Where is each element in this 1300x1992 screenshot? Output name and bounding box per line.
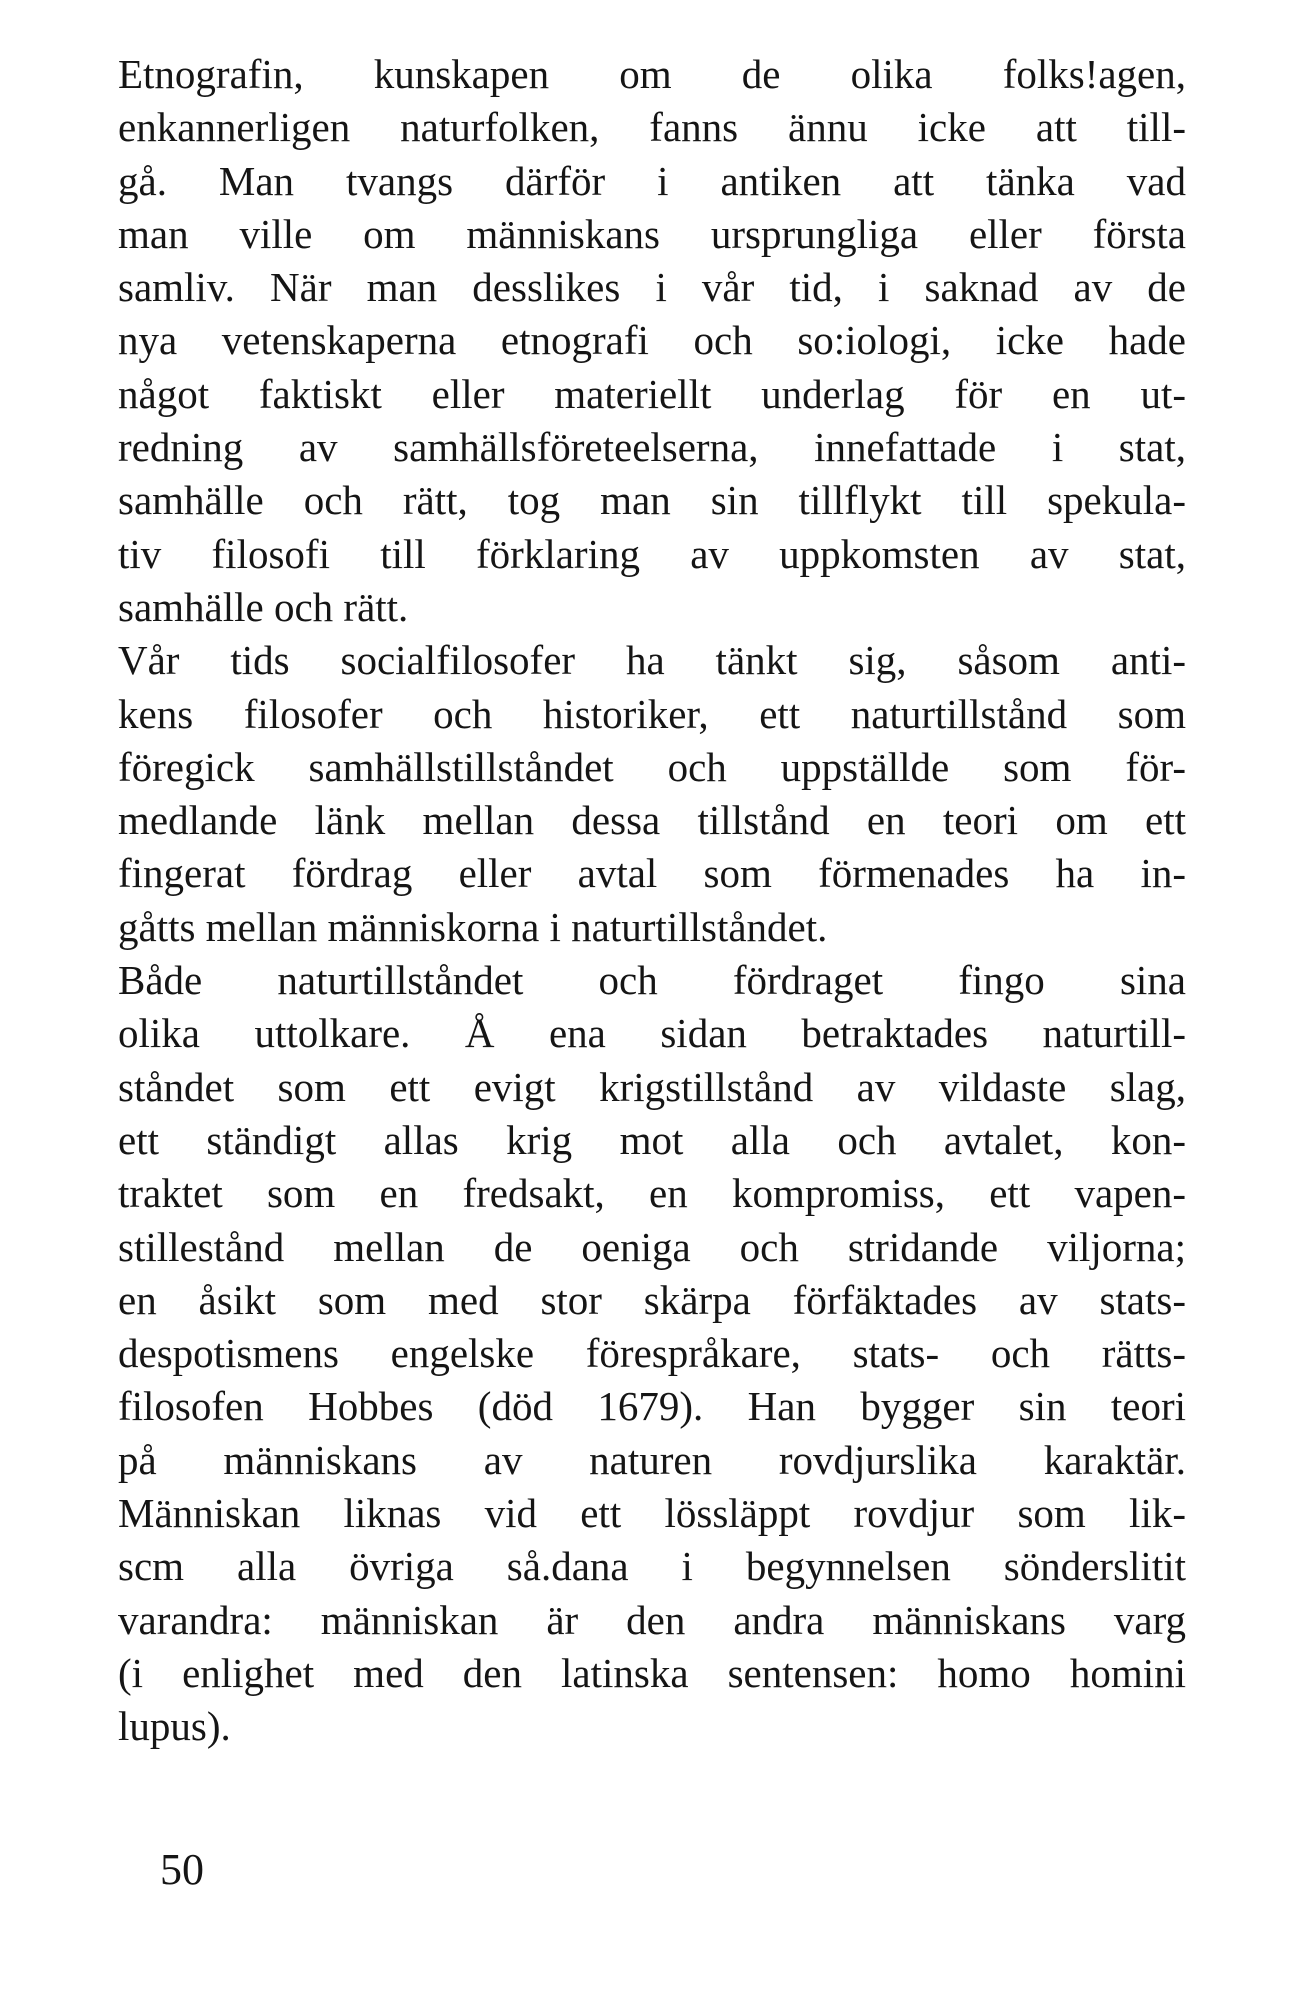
text-line: samhälle och rätt. bbox=[118, 583, 409, 630]
text-line: en åsikt som med stor skärpa förfäktades av stats- bbox=[118, 1276, 1186, 1323]
text-line: stillestånd mellan de oeniga och stridande viljorna; bbox=[118, 1223, 1186, 1270]
page-number: 50 bbox=[160, 1845, 204, 1894]
text-line: samliv. När man desslikes i vår tid, i saknad av de bbox=[118, 264, 1186, 311]
paragraph bbox=[118, 634, 1186, 954]
text-line: man ville om människans ursprungliga eller första bbox=[118, 210, 1186, 257]
text-block bbox=[118, 48, 1186, 1754]
text-line: gå. Man tvangs därför i antiken att tänka vad bbox=[118, 157, 1186, 204]
text-line: föregick samhällstillståndet och uppställde som för- bbox=[118, 743, 1186, 790]
text-line: Etnografin, kunskapen om de olika folks!agen, bbox=[118, 51, 1186, 97]
text-line: ett ständigt allas krig mot alla och avtalet, kon- bbox=[118, 1116, 1186, 1163]
text-line: medlande länk mellan dessa tillstånd en teori om ett bbox=[118, 797, 1186, 844]
text-line: samhälle och rätt, tog man sin tillflykt till spekula- bbox=[118, 477, 1186, 524]
text-line: despotismens engelske förespråkare, stats- och rätts- bbox=[118, 1330, 1186, 1377]
text-line: olika uttolkare. Å ena sidan betraktades naturtill- bbox=[118, 1010, 1186, 1057]
text-line: ståndet som ett evigt krigstillstånd av vildaste slag, bbox=[118, 1063, 1186, 1110]
text-line: scm alla övriga så.dana i begynnelsen sönderslitit bbox=[118, 1543, 1186, 1590]
text-line: nya vetenskaperna etnografi och so:iologi, icke hade bbox=[118, 317, 1186, 364]
text-line: något faktiskt eller materiellt underlag för en ut- bbox=[118, 370, 1186, 417]
text-line: (i enlighet med den latinska sentensen: homo homini bbox=[118, 1649, 1186, 1696]
page-body bbox=[118, 48, 1186, 1754]
text-line: enkannerligen naturfolken, fanns ännu icke att till- bbox=[118, 104, 1186, 151]
text-line: Människan liknas vid ett lössläppt rovdjur som lik- bbox=[118, 1490, 1186, 1537]
text-line: gåtts mellan människorna i naturtillståndet. bbox=[118, 903, 828, 950]
paragraph bbox=[118, 48, 1186, 634]
text-line: Vår tids socialfilosofer ha tänkt sig, såsom anti- bbox=[118, 637, 1186, 684]
text-line: lupus). bbox=[118, 1703, 231, 1750]
text-line: på människans av naturen rovdjurslika karaktär. bbox=[118, 1436, 1186, 1483]
paragraph bbox=[118, 954, 1186, 1753]
text-line: tiv filosofi till förklaring av uppkomsten av stat, bbox=[118, 530, 1186, 577]
text-line: traktet som en fredsakt, en kompromiss, ett vapen- bbox=[118, 1170, 1186, 1217]
text-line: filosofen Hobbes (död 1679). Han bygger sin teori bbox=[118, 1383, 1186, 1430]
text-line: Både naturtillståndet och fördraget fingo sina bbox=[118, 957, 1186, 1004]
text-line: fingerat fördrag eller avtal som förmenades ha in- bbox=[118, 850, 1186, 897]
text-line: kens filosofer och historiker, ett naturtillstånd som bbox=[118, 690, 1186, 737]
text-line: varandra: människan är den andra människans varg bbox=[118, 1596, 1186, 1643]
text-line: redning av samhällsföreteelserna, innefattade i stat, bbox=[118, 424, 1186, 471]
